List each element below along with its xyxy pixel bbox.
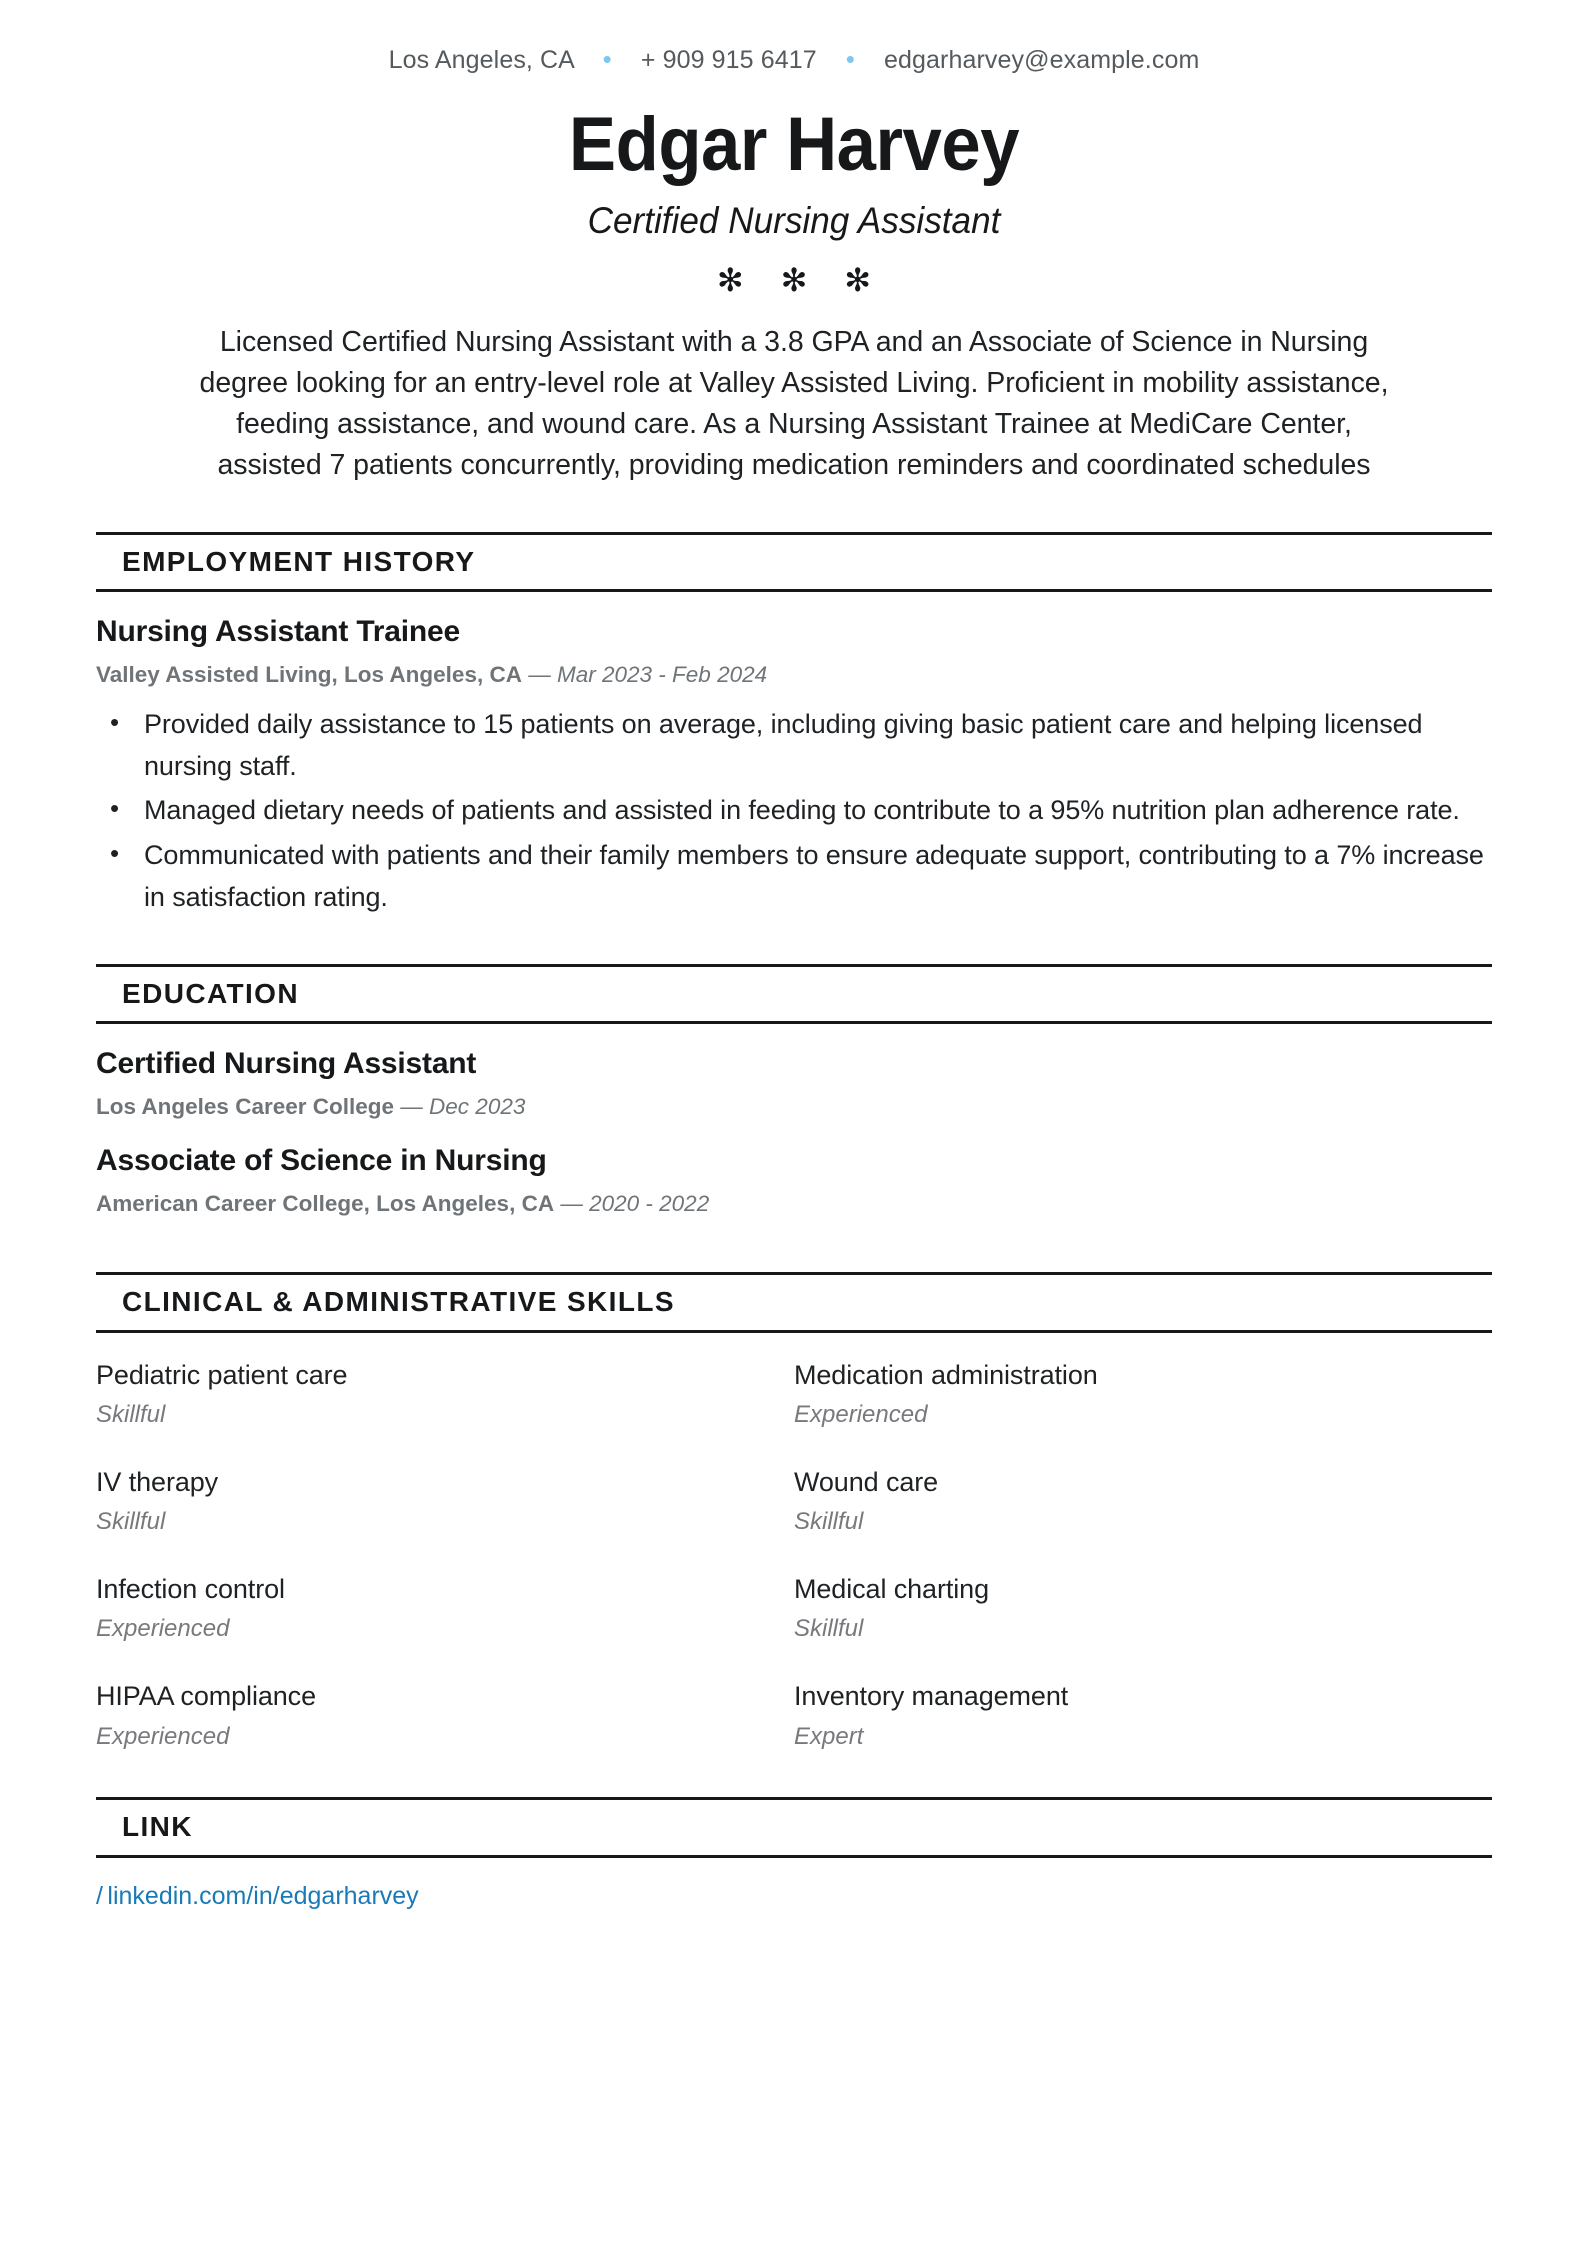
section-education [96, 964, 1492, 1227]
asterisk-divider-icon: ✻ ✻ ✻ [716, 261, 886, 298]
section-header [96, 532, 1492, 592]
contact-location: Los Angeles, CA [388, 46, 574, 74]
employment-entry [96, 614, 1492, 918]
skill-name: Inventory management [794, 1681, 1069, 1712]
employment-organization: Valley Assisted Living, Los Angeles, CA [96, 662, 522, 687]
skill-level: Expert [794, 1722, 864, 1750]
skill-name: Infection control [96, 1574, 285, 1605]
skill-item [794, 1359, 1492, 1430]
skill-level: Skillful [794, 1615, 864, 1643]
section-title-employment: EMPLOYMENT HISTORY [122, 545, 476, 577]
education-meta-dash: — [400, 1093, 423, 1119]
list-item: • Provided daily assistance to 15 patients on average, including giving basic patient care and helping licensed nursing staff. [96, 703, 1492, 787]
section-link [96, 1797, 1492, 1912]
skill-name: Wound care [794, 1466, 939, 1497]
skill-level: Experienced [794, 1401, 928, 1429]
education-degree: Associate of Science in Nursing [96, 1144, 547, 1178]
education-entry [96, 1046, 1492, 1121]
link-row [96, 1880, 1492, 1913]
contact-email[interactable]: edgarharvey@example.com [884, 46, 1200, 74]
education-meta [96, 1189, 1492, 1218]
candidate-job-title: Certified Nursing Assistant [587, 200, 1001, 241]
education-spacer [96, 1218, 1492, 1226]
education-degree: Certified Nursing Assistant [96, 1046, 477, 1080]
employment-dates: Mar 2023 - Feb 2024 [557, 662, 768, 687]
skill-name: HIPAA compliance [96, 1681, 317, 1712]
skill-item [794, 1573, 1492, 1644]
education-entry [96, 1143, 1492, 1218]
list-item: • Communicated with patients and their family members to ensure adequate support, contributing to a 7% increase in satisfaction rating. [96, 834, 1492, 918]
employment-meta-dash: — [528, 662, 551, 687]
section-title-skills: CLINICAL & ADMINISTRATIVE SKILLS [122, 1286, 675, 1318]
skill-item [96, 1466, 794, 1537]
education-dates: Dec 2023 [429, 1093, 526, 1119]
skill-item [794, 1680, 1492, 1751]
education-meta [96, 1092, 1492, 1121]
contact-separator-dot-icon: • [602, 44, 612, 75]
skill-name: Pediatric patient care [96, 1359, 348, 1390]
professional-summary: Licensed Certified Nursing Assistant with a 3.8 GPA and an Associate of Science in Nursing degree looking for an entry-level role at Valley Assisted Living. Proficient in mobility assistance, feeding assistance, and wound care. As a Nursing Assistant Trainee at MediCare Center, assisted 7 patients concurrently, providing medication reminders and coordinated schedules [199, 325, 1389, 481]
skill-item [96, 1680, 794, 1751]
candidate-name: Edgar Harvey [568, 102, 1020, 187]
skill-level: Skillful [96, 1401, 166, 1429]
skill-item [794, 1466, 1492, 1537]
education-organization: American Career College, Los Angeles, CA [96, 1191, 555, 1217]
section-title-link: LINK [122, 1811, 193, 1843]
education-dates: 2020 - 2022 [589, 1191, 710, 1217]
employment-role: Nursing Assistant Trainee [96, 615, 460, 648]
section-header [96, 1797, 1492, 1857]
contact-separator-dot-icon: • [845, 44, 855, 75]
skills-grid [96, 1359, 1492, 1752]
contact-phone[interactable]: + 909 915 6417 [640, 46, 817, 74]
skill-level: Skillful [794, 1508, 864, 1536]
link-prefix-slash: / [96, 1881, 103, 1910]
education-meta-dash: — [560, 1191, 583, 1217]
linkedin-link[interactable]: linkedin.com/in/edgarharvey [107, 1881, 419, 1910]
skill-item [96, 1573, 794, 1644]
section-employment-history [96, 532, 1492, 918]
skill-name: IV therapy [96, 1466, 219, 1497]
employment-meta [96, 660, 1492, 689]
section-header [96, 964, 1492, 1024]
skill-level: Experienced [96, 1722, 230, 1750]
skill-name: Medical charting [794, 1574, 989, 1605]
education-organization: Los Angeles Career College [96, 1093, 395, 1119]
section-skills [96, 1272, 1492, 1751]
section-header [96, 1272, 1492, 1332]
skill-item [96, 1359, 794, 1430]
skill-level: Experienced [96, 1615, 230, 1643]
section-title-education: EDUCATION [122, 977, 299, 1009]
skill-level: Skillful [96, 1508, 166, 1536]
contact-line [96, 0, 1492, 75]
skill-name: Medication administration [794, 1359, 1098, 1390]
employment-bullet-list [96, 703, 1492, 918]
list-item: • Managed dietary needs of patients and assisted in feeding to contribute to a 95% nutrition plan adherence rate. [96, 789, 1492, 831]
